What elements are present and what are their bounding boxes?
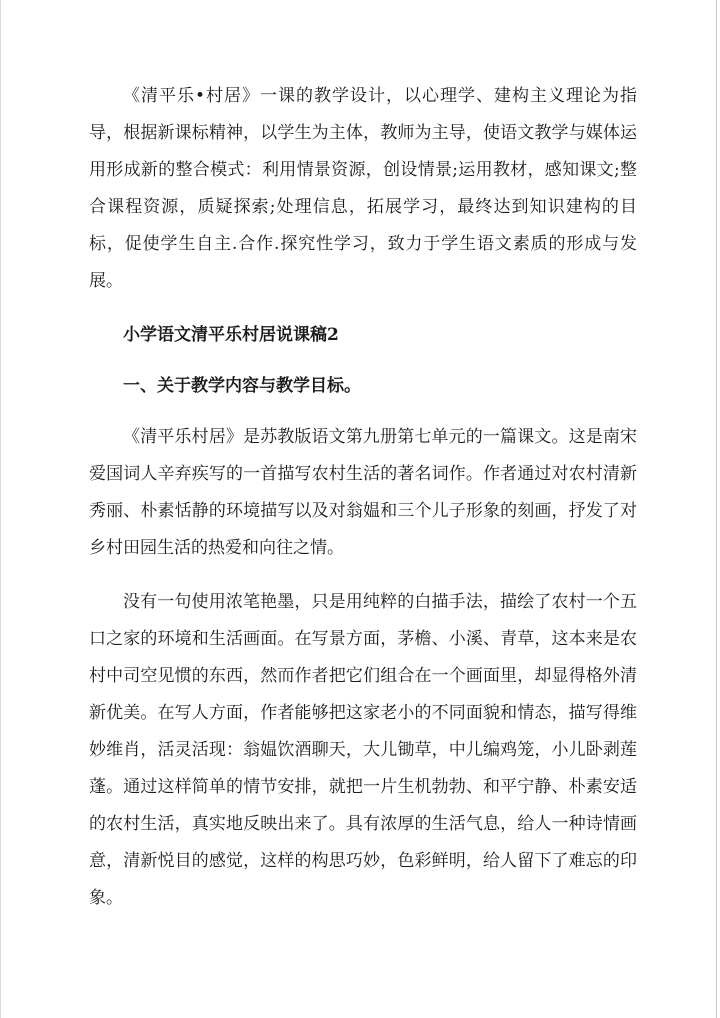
paragraph-2: 没有一句使用浓笔艳墨，只是用纯粹的白描手法，描绘了农村一个五口之家的环境和生活画面。在写景方面，茅檐、小溪、青草，这本来是农村中司空见惯的东西，然而作者把它们组合在一个画面里，却显得格外清新优美。在写人方面，作者能够把这家老小的不同面貌和情态，描写得维妙维肖，活灵活现：翁媪饮酒聊天，大儿锄草，中儿编鸡笼，小儿卧剥莲蓬。通过这样简单的情节安排，就把一片生机勃勃、和平宁静、朴素安适的农村生活，真实地反映出来了。具有浓厚的生活气息，给人一种诗情画意，清新悦目的感觉，这样的构思巧妙，色彩鲜明，给人留下了难忘的印象。 — [89, 592, 637, 908]
page-left-edge — [0, 0, 1, 1018]
page-right-edge — [716, 0, 717, 1018]
subsection-title: 一、关于教学内容与教学目标。 — [123, 376, 361, 396]
paragraph-1: 《清平乐村居》是苏教版语文第九册第七单元的一篇课文。这是南宋爱国词人辛弃疾写的一首描写农村生活的著名词作。作者通过对农村清新秀丽、朴素恬静的环境描写以及对翁媪和三个儿子形象的刻画，抒发了对乡村田园生活的热爱和向往之情。 — [89, 427, 637, 558]
document-body — [89, 78, 637, 917]
intro-paragraph: 《清平乐•村居》一课的教学设计，以心理学、建构主义理论为指导，根据新课标精神，以学生为主体，教师为主导，使语文教学与媒体运用形成新的整合模式：利用情景资源，创设情景;运用教材，感知课文;整合课程资源，质疑探索;处理信息，拓展学习，最终达到知识建构的目标，促使学生自主.合作.探究性学习，致力于学生语文素质的形成与发展。 — [89, 86, 637, 291]
section-title: 小学语文清平乐村居说课稿2 — [123, 325, 339, 345]
